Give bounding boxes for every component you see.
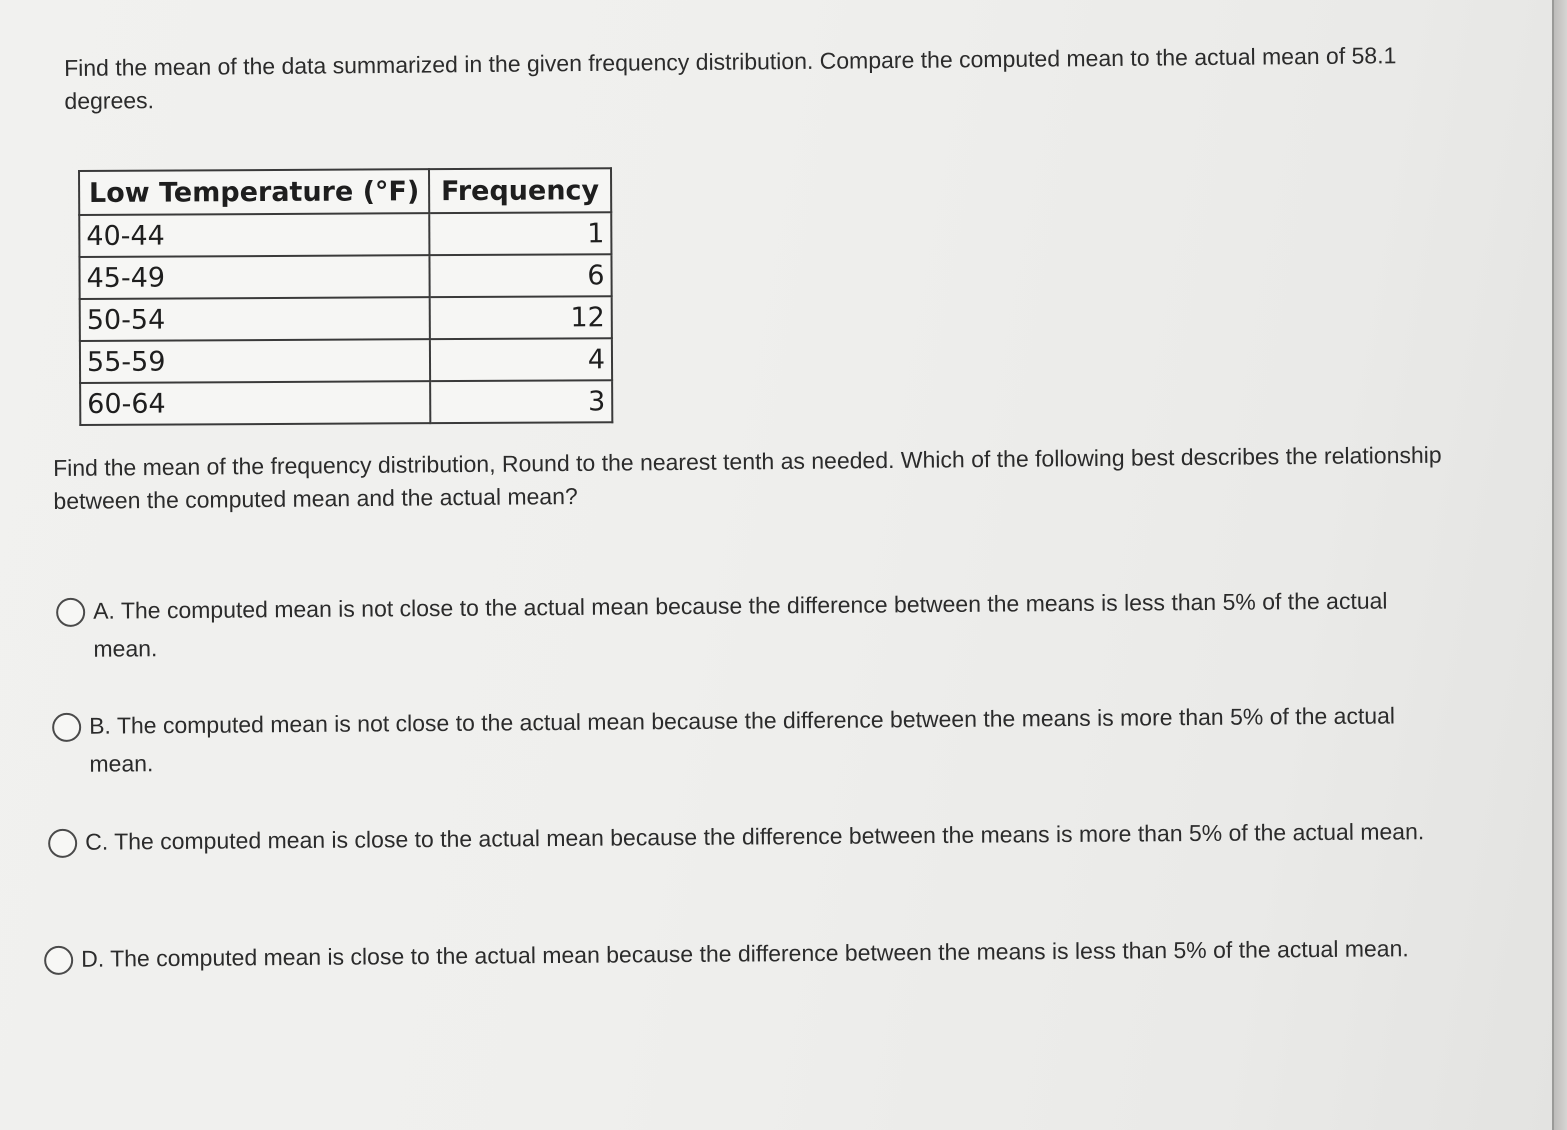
answer-option-c[interactable] [48,812,1488,861]
temperature-class-cell: 55-59 [80,339,430,383]
screen-bezel [1554,0,1567,1130]
column-header-frequency: Frequency [429,168,611,213]
option-letter: A. [93,597,115,624]
answer-option-d[interactable] [44,929,1484,978]
answer-option-b[interactable] [52,696,1493,783]
option-letter: B. [89,712,111,739]
radio-button-d[interactable] [44,946,73,975]
option-body: The computed mean is not close to the actual mean because the difference between the means is more than 5% of the actual mean. [89,702,1396,777]
option-letter: C. [85,828,109,855]
table-row [80,338,612,383]
question-prompt: Find the mean of the data summarized in the given frequency distribution. Compare the computed mean to the actual mean of 58.1 degrees. [64,42,1397,114]
option-body: The computed mean is not close to the actual mean because the difference between the means is less than 5% of the actual mean. [93,587,1388,662]
answer-option-text [81,929,1421,978]
frequency-table [78,167,613,426]
temperature-class-cell: 50-54 [80,297,430,341]
table-row [79,254,611,299]
temperature-class-cell: 40-44 [79,213,429,257]
answer-option-a[interactable] [56,581,1497,668]
radio-button-c[interactable] [48,829,77,858]
radio-button-b[interactable] [52,713,81,742]
temperature-class-cell: 60-64 [80,381,430,425]
option-body: The computed mean is close to the actual mean because the difference between the means is more than 5% of the actual mean. [114,818,1425,855]
radio-button-a[interactable] [56,598,85,627]
option-body: The computed mean is close to the actual mean because the difference between the means is less than 5% of the actual mean. [110,935,1409,972]
table-header-row [79,168,611,215]
frequency-cell: 3 [430,380,612,423]
question-instruction: Find the mean of the frequency distribution, Round to the nearest tenth as needed. Which of the following best describes the relationship between the computed mean and the actual mean? [53,441,1442,514]
temperature-class-cell: 45-49 [79,255,429,299]
table-row [79,212,611,257]
frequency-cell: 6 [429,254,611,297]
answer-option-text [89,696,1430,783]
table-row [80,380,612,425]
frequency-cell: 1 [429,212,611,255]
table-row [80,296,612,341]
frequency-cell: 4 [430,338,612,381]
frequency-cell: 12 [430,296,612,339]
answer-option-text [93,581,1434,668]
answer-option-text [85,812,1425,861]
column-header-temperature: Low Temperature (°F) [79,169,429,215]
option-letter: D. [81,945,105,972]
